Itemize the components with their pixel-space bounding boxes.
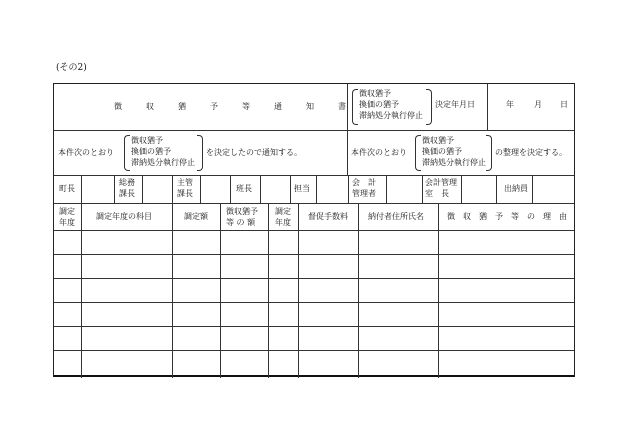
row-divider — [54, 278, 574, 279]
row-divider — [54, 326, 574, 327]
row-divider — [54, 130, 574, 131]
bracket-left — [415, 135, 421, 171]
notice-option: 滞納処分執行停止 — [131, 158, 195, 167]
row-divider — [54, 230, 574, 231]
form-title: 徴 収 猶 予 等 通 知 書 — [114, 102, 354, 111]
bracket-right — [486, 135, 492, 171]
notice-option: 徴収猶予 — [131, 136, 163, 145]
row-divider — [54, 302, 574, 303]
header-taxpayer: 納付者住所氏名 — [368, 212, 424, 221]
decision-date-label: 決定年月日 — [435, 100, 475, 109]
arrangement-option: 滞納処分執行停止 — [422, 158, 486, 167]
date-month: 月 — [534, 100, 542, 109]
decision-option: 滞納処分執行停止 — [359, 111, 423, 120]
stamp-shukan: 主管 — [177, 178, 193, 187]
stamp-soumu: 課長 — [119, 189, 135, 198]
col-divider — [347, 84, 348, 175]
date-year: 年 — [506, 100, 514, 109]
stamp-kaikei-shitsu: 会計管理 — [425, 178, 457, 187]
stamp-soumu: 総務 — [119, 178, 135, 187]
row-divider — [54, 254, 574, 255]
header-deferred-amount: 徴収猶予 — [226, 207, 258, 216]
arrangement-suffix: の整理を決定する。 — [495, 148, 567, 157]
col-divider — [487, 84, 488, 130]
stamp-chou: 町長 — [59, 184, 75, 193]
bracket-right — [197, 135, 203, 171]
header-dunning-fee: 督促手数料 — [308, 212, 348, 221]
notice-form — [53, 83, 575, 377]
decision-option: 徴収猶予 — [359, 89, 391, 98]
stamp-kaikei: 管理者 — [352, 189, 376, 198]
row-divider — [54, 350, 574, 351]
stamp-tanto: 担当 — [294, 184, 310, 193]
bracket-left — [352, 89, 358, 125]
decision-option: 換価の猶予 — [359, 100, 399, 109]
bracket-left — [124, 135, 130, 171]
stamp-suitouin: 出納員 — [504, 184, 528, 193]
notice-prefix: 本件次のとおり — [58, 148, 114, 157]
stamp-shukan: 課長 — [177, 189, 193, 198]
notice-suffix: を決定したので通知する。 — [206, 148, 302, 157]
stamp-hancho: 班長 — [236, 184, 252, 193]
notice-option: 換価の猶予 — [131, 147, 171, 156]
form-number: (その2) — [56, 63, 87, 73]
arrangement-option: 換価の猶予 — [422, 147, 462, 156]
date-day: 日 — [560, 100, 568, 109]
bracket-right — [426, 89, 432, 125]
header-adjust-item: 調定年度の科目 — [96, 212, 152, 221]
header-reason: 徴 収 猶 予 等 の 理 由 — [447, 212, 567, 221]
header-adjust-year-2: 年度 — [275, 218, 291, 227]
header-adjust-amount: 調定額 — [184, 212, 208, 221]
stamp-kaikei-shitsu: 室 長 — [425, 189, 449, 198]
row-divider — [54, 203, 574, 204]
header-adjust-year: 年度 — [59, 218, 75, 227]
stamp-kaikei: 会 計 — [352, 178, 376, 187]
header-adjust-year-2: 調定 — [275, 207, 291, 216]
arrangement-option: 徴収猶予 — [422, 136, 454, 145]
header-adjust-year: 調定 — [59, 207, 75, 216]
header-deferred-amount: 等 の 額 — [226, 218, 256, 227]
arrangement-prefix: 本件次のとおり — [351, 148, 407, 157]
